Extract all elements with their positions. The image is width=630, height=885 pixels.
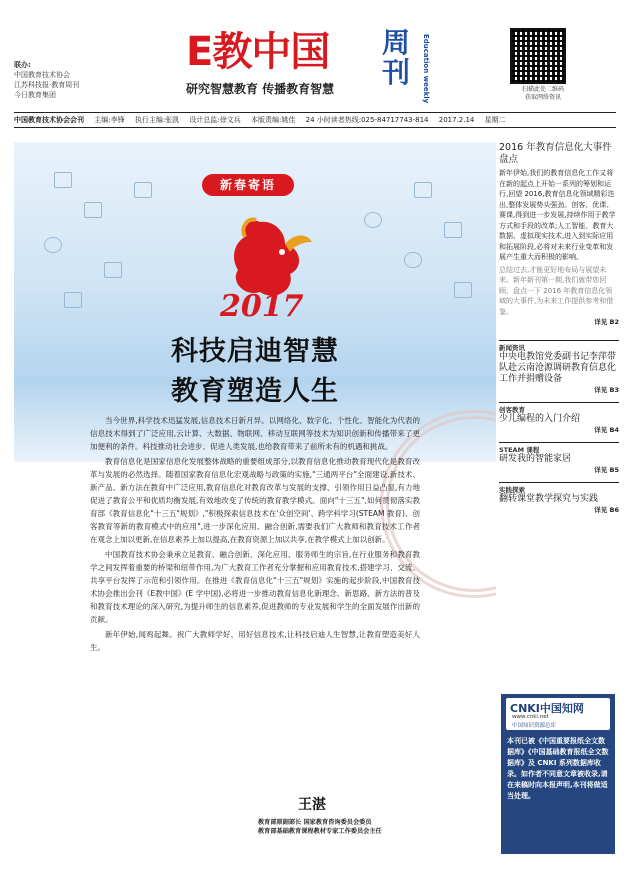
section-tag: 创客教育 [499,402,619,414]
sig-caption-line-2: 教育部基础教育课程教材专家工作委员会主任 [258,828,382,835]
summary-part-2: 总结过去,才能更好地布局与展望未来。新年新刊第一期,我们就带您回顾、盘点一下 2016 年教育信息化领域的大事件,为未来工作提供参考和借鉴。 [499,265,614,316]
masthead-english: Education weekly [422,34,430,104]
camera-icon [64,292,82,308]
cnki-brand: CNKI中国知网 [510,702,584,715]
see-b5-link[interactable]: 详见 B5 [594,466,619,474]
paragraph-2: 教育信息化是国家信息化发展整体战略的重要组成部分,以教育信息化推动教育现代化是教育改革与发展的必然选择。随着国家教育信息化宏观战略与政策的实施,"三通两平台"全面建设,新技术、新产品、新方法在教育中广泛应用,教育信息化对教育改革与发展的支撑、引领作用日益凸显,有力地促进了教育公平和优质均衡发展,有效地改变了传统的教育教学模式。面向"十三五",如何贯彻落实教育部《教育信息化"十三五"规划》,"积极探索信息技术在'众创空间'、跨学科学习(STEAM 教育)、创客教育等新的教育模式中的应用",进一步深化应用、融合创新,需要我们广大教师和教育技术工作者在观念上加以更新,在信息素养上加以提高,在教育资源上加以共享,在教学模式上加以创新。 [90,457,420,544]
paragraph-3: 中国教育技术协会秉承立足教育、融合创新、深化应用、服务师生的宗旨,在行业服务和教育教学之间发挥着重要的桥梁和纽带作用,为广大教育工作者充分掌握和应用教育技术,搭建学习、交流、共享平台发挥了示范和引领作用。在推进《教育信息化"十三五"规划》实施的起步阶段,中国教育技术协会推出会刊《E教中国》(E 学中国),必将进一步推动教育信息化新理念、新思路、新方法的普及和教育技术理论的深入研究,为提升师生的信息素养,促进教师的专业发展和学生的全面发展作出新的贡献。 [90,550,420,624]
contact-label: 联办: [14,61,31,69]
cnki-url: www.cnki.net [512,714,549,720]
rooster-2017-icon [190,212,320,322]
section-title[interactable]: 翻转课堂教学探究与实践 [499,494,599,504]
qr-caption-line-2: 获取网络资讯 [524,94,561,101]
sponsor-block [14,60,79,100]
exec-editor: 执行主编:张凯 [134,116,180,124]
see-b6-link[interactable]: 详见 B6 [594,506,619,514]
cnki-library: 中国知识资源总库 [512,723,557,729]
section-title[interactable]: 少儿编程的入门介绍 [499,414,581,424]
sponsor-1: 中国教育技术协会 [14,71,70,79]
headline-line-1: 科技启迪智慧 [171,336,339,367]
sidebar-top-title[interactable]: 2016 年教育信息化大事件盘点 [499,142,612,165]
paragraph-4: 新年伊始,闻鸡起舞。祝广大教师学好、用好信息技术,让科技启迪人生智慧,让教育塑造美好人生。 [90,630,420,652]
design-director: 设计总监:徐文兵 [189,116,241,124]
globe-icon [44,237,62,253]
section-title[interactable]: 中央电教馆党委副书记李萍带队赴云南沧源调研教育信息化工作并捐赠设备 [499,352,617,384]
masthead [186,28,436,108]
sidebar-section-steam [499,442,619,474]
qr-caption-line-1: 扫描此处二维码 [521,86,564,93]
monitor-icon [54,172,72,188]
cloud-icon [404,252,422,268]
headline-line-2: 教育塑造人生 [171,376,339,407]
calculator-icon [84,202,102,218]
issue-date: 2017.2.14 [438,116,475,124]
see-b4-link[interactable]: 详见 B4 [594,426,619,434]
section-tag: 实践探索 [499,482,619,494]
sidebar-top-summary [499,168,619,317]
page-editor: 本版责编:姚佳 [251,116,296,124]
sidebar-section-practice [499,482,619,514]
cnki-notice-text: 本刊已被《中国重要报纸全文数据库》《中国基础教育报纸全文数据库》及 CNKI 系列数据库收录。如作者不同意文章被收录,请在来稿时向本报声明,本刊将做适当处理。 [507,737,609,800]
laptop-icon [134,182,152,198]
headline [14,332,496,412]
issue-weekday: 星期二 [484,116,506,124]
new-year-badge: 新春寄语 [202,174,294,196]
sig-caption-line-1: 教育部原副部长 国家教育咨询委员会委员 [258,819,372,826]
masthead-weekly: 周刊 [382,26,411,89]
main-feature [14,142,496,854]
book-icon [104,262,122,278]
chief-editor: 主编:李锋 [94,116,125,124]
sponsor-3: 今日教育集团 [14,91,56,99]
phone-icon [454,282,472,298]
sidebar [499,142,619,514]
section-title[interactable]: 研发我的智能家居 [499,454,572,464]
sidebar-section-maker [499,402,619,434]
info-bar [14,112,616,128]
signature-caption [258,818,382,836]
reader-hotline: 24 小时读者热线:025-84717743-814 [305,116,429,124]
sidebar-section-news [499,340,619,394]
qr-caption [508,86,578,102]
section-tag: STEAM 课程 [499,442,619,454]
section-tag: 新闻资讯 [499,340,619,352]
publisher: 中国教育技术协会会刊 [14,116,84,124]
signature: 王湛 [298,797,326,813]
chart-icon [414,182,432,198]
summary-part-1: 新年伊始,我们的教育信息化工作又将在新的起点上开始一系列的筹划和运行,回望 2016,教育信息化领域精彩迭出,整体发展势头强劲。创客、优课、赛课,得到进一步发展,持续作用于教学方式和手段的改革;人工智能、教育大数据、虚拟现实技术,进入到实际应用和拓展阶段,必将对未来行业变革和发展产生重大而积极的影响。 [499,169,616,261]
year-2017-text: 2017 [220,289,304,322]
see-b3-link[interactable]: 详见 B3 [594,386,619,394]
article-body [90,414,420,656]
cnki-logo [506,698,610,730]
masthead-title: E教中国 [186,29,330,75]
masthead-slogan: 研究智慧教育 传播教育智慧 [186,82,335,96]
qr-code-icon[interactable] [510,28,566,84]
mail-icon [444,222,462,238]
see-b2-link[interactable]: 详见 B2 [594,318,619,326]
paragraph-1: 当今世界,科学技术迅猛发展,信息技术日新月异。以网络化、数字化、个性化、智能化为代表的信息技术得到了广泛应用,云计算、大数据、物联网、移动互联网等技术为知识创新和传播带来了更加便利的条件。科技推动社会进步、促进人类发展,也给教育带来了前所未有的机遇和挑战。 [90,416,420,451]
cnki-notice [501,694,615,854]
headset-icon [364,212,382,228]
sponsor-2: 江苏科技报·教育周刊 [14,81,80,89]
